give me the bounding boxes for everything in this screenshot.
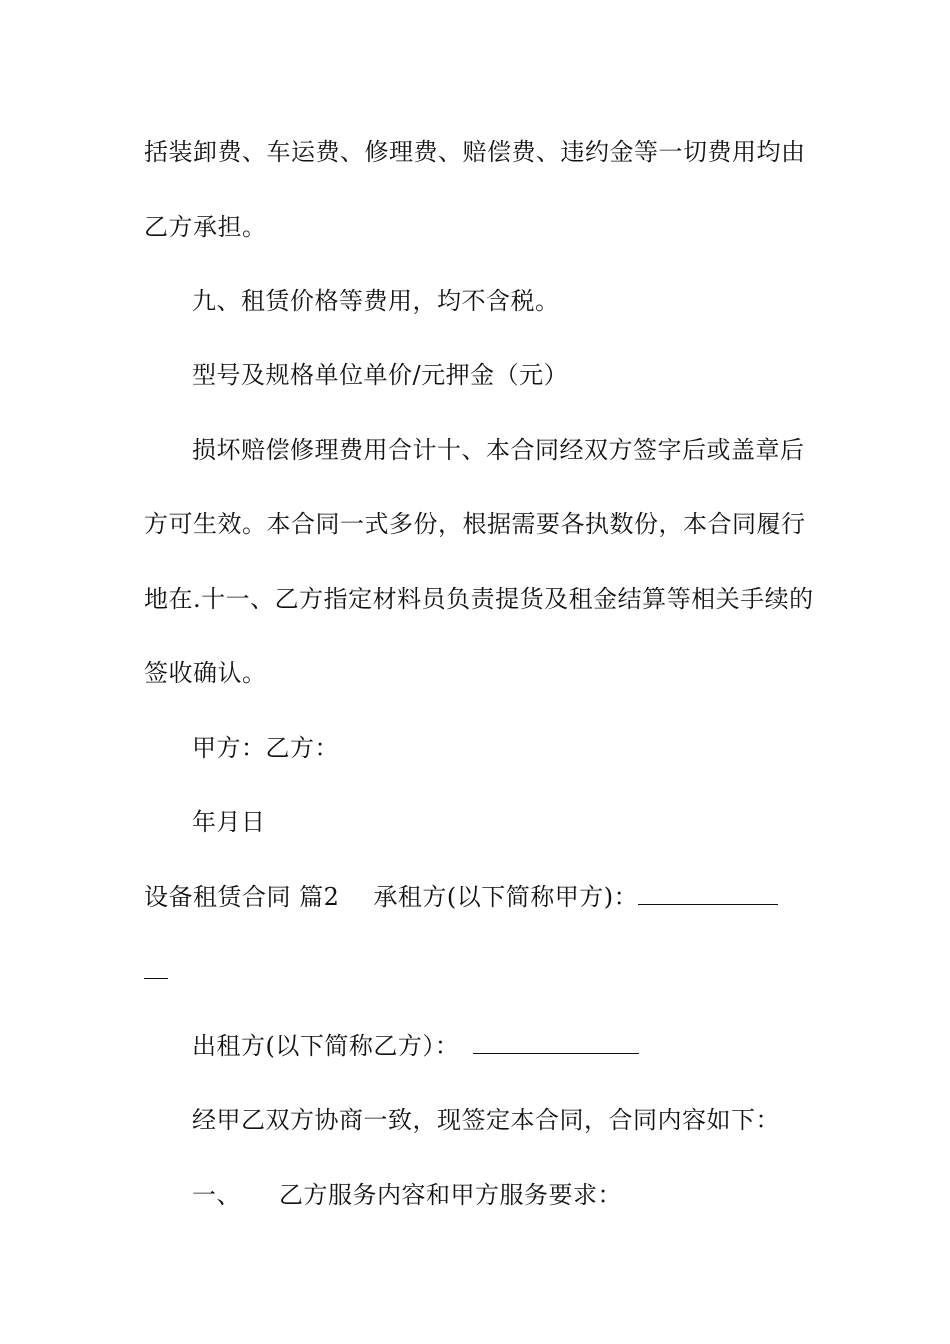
- paragraph-line: 方可生效。本合同一式多份，根据需要各执数份，本合同履行: [144, 510, 806, 538]
- lessee-blank-continued: [144, 956, 168, 986]
- table-header-text: 型号及规格单位单价/元押金（元）: [192, 361, 569, 389]
- lessee-label: 承租方(以下简称甲方)：: [373, 883, 639, 911]
- section-one-number: 一、: [192, 1181, 241, 1209]
- lessor-blank: [473, 1031, 639, 1054]
- contract2-heading-line: [144, 882, 778, 912]
- paragraph-line: 乙方承担。: [144, 213, 267, 241]
- signatories-line: 甲方：乙方：: [192, 734, 339, 762]
- lessee-blank-tail: [144, 956, 168, 979]
- agreement-intro: 经甲乙双方协商一致，现签定本合同，合同内容如下：: [192, 1106, 780, 1134]
- section-one-heading: [192, 1180, 622, 1210]
- paragraph-line: 括装卸费、车运费、修理费、赔偿费、违约金等一切费用均由: [144, 138, 806, 166]
- contract2-title: 设备租赁合同 篇2: [144, 883, 340, 911]
- paragraph-line: 损坏赔偿修理费用合计十、本合同经双方签字后或盖章后: [192, 436, 805, 464]
- date-line: 年月日: [192, 808, 266, 836]
- section-one-title: 乙方服务内容和甲方服务要求：: [279, 1181, 622, 1209]
- lessor-line: [192, 1031, 639, 1061]
- paragraph-line: 地在.十一、乙方指定材料员负责提货及租金结算等相关手续的: [144, 585, 814, 613]
- paragraph-line: 签收确认。: [144, 659, 267, 687]
- lessee-blank: [638, 882, 778, 905]
- lessor-label: 出租方(以下简称乙方）：: [192, 1032, 460, 1060]
- clause-nine: 九、租赁价格等费用，均不含税。: [192, 287, 560, 315]
